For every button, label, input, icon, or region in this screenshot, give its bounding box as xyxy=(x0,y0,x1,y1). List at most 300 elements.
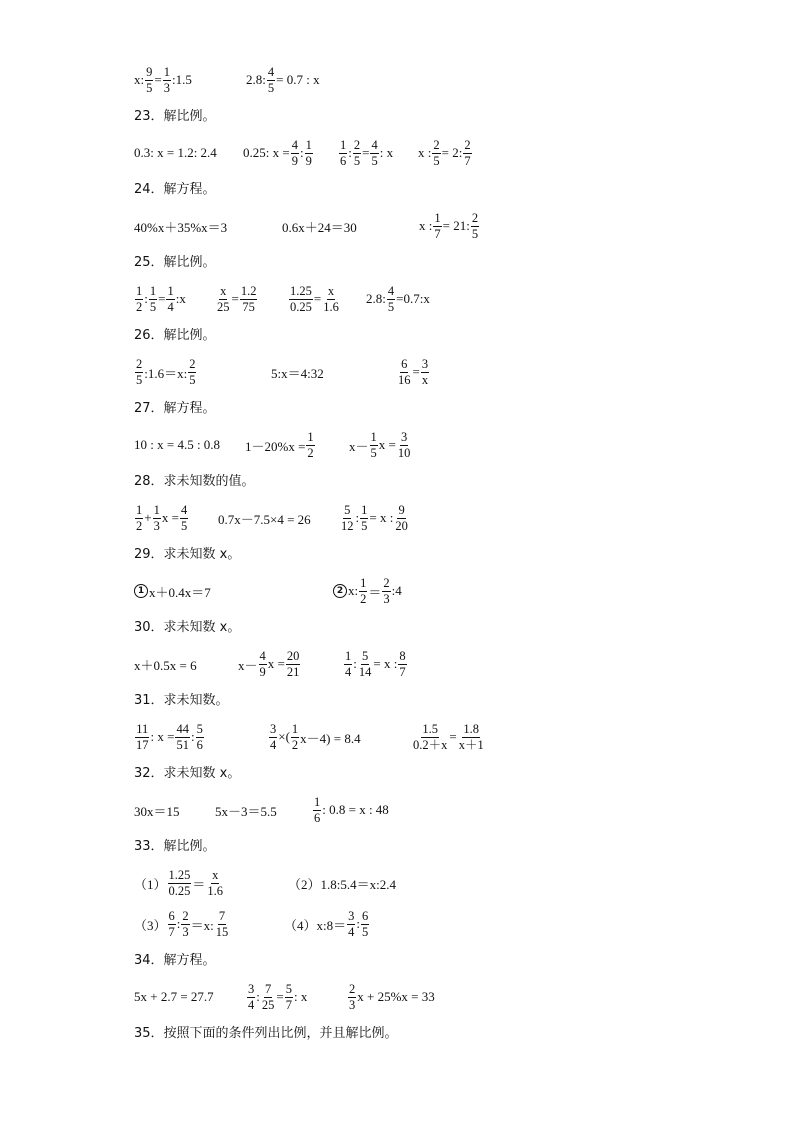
fraction-denominator: 2 xyxy=(291,737,299,752)
math-text: = xyxy=(154,72,162,87)
math-text: x－4) = 8.4 xyxy=(300,730,361,746)
fraction-denominator: 4 xyxy=(348,924,355,939)
question-22-tail xyxy=(0,58,794,102)
math-text: : xyxy=(144,291,148,306)
circled-number: 1 xyxy=(134,584,148,598)
fraction-denominator: 5 xyxy=(146,80,153,95)
fraction xyxy=(370,430,378,461)
fraction-numerator: 1 xyxy=(314,794,321,809)
fraction-denominator: 15 xyxy=(215,924,229,939)
math-text: 2.8: xyxy=(366,291,386,306)
equation xyxy=(243,131,314,175)
fraction-denominator: 0.2＋x xyxy=(413,737,448,752)
fraction xyxy=(433,211,441,242)
fraction xyxy=(353,138,361,169)
fraction-numerator: 1 xyxy=(149,283,157,298)
fraction-numerator: 1 xyxy=(291,721,299,736)
fraction-numerator: 1.8 xyxy=(463,721,480,736)
equation xyxy=(246,58,320,102)
fraction-denominator: 5 xyxy=(362,924,369,939)
math-text: 0.3: x = 1.2: 2.4 xyxy=(134,145,217,160)
equation xyxy=(366,277,430,321)
math-text: =0.7:x xyxy=(396,291,430,306)
equation xyxy=(411,715,486,759)
fraction xyxy=(247,982,255,1013)
fraction-numerator: 2 xyxy=(471,210,479,225)
fraction-denominator: 3 xyxy=(163,80,170,95)
math-text: : x = xyxy=(150,729,175,744)
math-text: x = xyxy=(378,437,396,452)
math-text: = x : xyxy=(369,510,394,525)
fraction xyxy=(135,722,150,753)
fraction-numerator: 1 xyxy=(136,283,143,298)
fraction xyxy=(181,909,189,940)
fraction-denominator: 12 xyxy=(341,518,354,533)
math-text: ＝x: xyxy=(190,917,214,933)
fraction xyxy=(359,576,367,607)
equation xyxy=(134,204,227,248)
fraction xyxy=(285,982,293,1013)
math-text: ＝ xyxy=(368,584,382,600)
fraction xyxy=(135,503,143,534)
fraction-numerator: 3 xyxy=(348,908,355,923)
fraction xyxy=(206,868,224,899)
question-32-equations xyxy=(0,788,794,832)
fraction-denominator: 4 xyxy=(270,737,277,752)
fraction-denominator: 17 xyxy=(136,737,149,752)
fraction xyxy=(394,503,409,534)
math-text: （4）x:8＝ xyxy=(284,917,347,933)
equation xyxy=(418,131,473,175)
math-text: 0.25: x = xyxy=(243,145,290,160)
fraction-numerator: 4 xyxy=(267,64,275,79)
question-25-title: 25．解比例。 xyxy=(134,255,216,270)
fraction xyxy=(397,357,412,388)
fraction-denominator: 2 xyxy=(136,518,143,533)
fraction-numerator: 1 xyxy=(340,137,347,152)
equation xyxy=(134,496,189,540)
math-text: ＝ xyxy=(192,876,206,892)
fraction-denominator: 5 xyxy=(267,80,275,95)
fraction-numerator: 1 xyxy=(167,283,174,298)
fraction xyxy=(412,722,448,753)
fraction-numerator: 1 xyxy=(361,502,368,517)
math-text: x＋0.5x = 6 xyxy=(134,657,197,673)
math-text: x－ xyxy=(349,438,369,454)
fraction-denominator: 5 xyxy=(136,372,143,387)
equation xyxy=(343,642,408,686)
math-text: : xyxy=(190,729,195,744)
math-text: = 0.7 : x xyxy=(276,72,320,87)
fraction xyxy=(269,722,277,753)
fraction-numerator: 1 xyxy=(345,648,352,663)
question-33-equations-a xyxy=(0,861,794,905)
question-27-title: 27．解方程。 xyxy=(134,401,216,416)
fraction-numerator: 5 xyxy=(196,721,203,736)
equation xyxy=(134,861,225,905)
math-text: = xyxy=(412,364,420,379)
fraction xyxy=(261,982,276,1013)
question-29-equations xyxy=(0,569,794,613)
fraction-numerator: 5 xyxy=(344,502,351,517)
fraction xyxy=(432,138,440,169)
math-text: （1） xyxy=(134,876,167,892)
fraction-denominator: 21 xyxy=(286,664,300,679)
fraction xyxy=(145,65,153,96)
math-text: （2）1.8:5.4＝x:2.4 xyxy=(288,876,396,892)
question-33-equations-b xyxy=(0,902,794,946)
fraction-numerator: 2 xyxy=(433,137,440,152)
fraction xyxy=(398,649,406,680)
fraction xyxy=(267,65,275,96)
question-24-title: 24．解方程。 xyxy=(134,182,216,197)
fraction-numerator: 2 xyxy=(353,137,361,152)
equation xyxy=(419,204,480,248)
equation xyxy=(312,788,389,832)
math-text: （3） xyxy=(134,917,167,933)
fraction-numerator: 7 xyxy=(218,908,226,923)
equation xyxy=(134,902,230,946)
fraction-numerator: 3 xyxy=(421,356,429,371)
fraction-numerator: 2 xyxy=(349,981,356,996)
math-text: + xyxy=(144,510,152,525)
fraction xyxy=(215,909,230,940)
fraction-denominator: 9 xyxy=(259,664,266,679)
math-text: : x xyxy=(379,145,394,160)
fraction xyxy=(196,722,204,753)
fraction-numerator: 4 xyxy=(180,502,188,517)
fraction-numerator: 1.25 xyxy=(168,867,191,882)
fraction-numerator: 7 xyxy=(265,981,272,996)
equation xyxy=(238,642,301,686)
math-text: 5x + 2.7 = 27.7 xyxy=(134,989,214,1004)
fraction xyxy=(240,284,258,315)
question-26-equations xyxy=(0,350,794,394)
fraction-numerator: 2 xyxy=(182,908,189,923)
math-text: 10 : x = 4.5 : 0.8 xyxy=(134,437,221,452)
fraction-denominator: 7 xyxy=(168,924,175,939)
fraction-denominator: 7 xyxy=(285,997,292,1012)
fraction xyxy=(322,284,340,315)
fraction-denominator: 25 xyxy=(217,299,230,314)
fraction-denominator: 2 xyxy=(307,445,314,460)
fraction-denominator: 4 xyxy=(248,997,255,1012)
fraction-numerator: 1 xyxy=(434,210,441,225)
fraction-denominator: 1.6 xyxy=(323,299,339,314)
fraction xyxy=(306,430,314,461)
question-25-equations xyxy=(0,277,794,321)
math-text: x: xyxy=(134,72,145,87)
math-text: :1.5 xyxy=(171,72,192,87)
math-text: x＋0.4x＝7 xyxy=(149,584,211,600)
math-text: ×( xyxy=(278,729,290,744)
fraction-denominator: 5 xyxy=(353,153,361,168)
math-text: x + 25%x = 33 xyxy=(357,989,435,1004)
fraction xyxy=(168,868,192,899)
question-28-equations xyxy=(0,496,794,540)
equation xyxy=(246,975,307,1019)
math-text: : xyxy=(348,145,352,160)
math-text: 0.6x＋24＝30 xyxy=(282,219,357,235)
fraction xyxy=(166,284,174,315)
question-30-equations xyxy=(0,642,794,686)
math-text: x: xyxy=(348,583,359,598)
fraction xyxy=(358,649,373,680)
question-33-title: 33．解比例。 xyxy=(134,839,216,854)
fraction xyxy=(344,649,352,680)
question-29-title: 29．求未知数 x。 xyxy=(134,547,241,562)
math-text: = xyxy=(449,729,457,744)
fraction-denominator: 7 xyxy=(434,226,441,241)
fraction-denominator: 51 xyxy=(176,737,189,752)
fraction-numerator: 44 xyxy=(176,721,189,736)
fraction xyxy=(370,138,378,169)
math-text: x = xyxy=(161,510,179,525)
fraction-denominator: 2 xyxy=(136,299,143,314)
math-text: 5:x＝4:32 xyxy=(271,365,324,381)
fraction-denominator: 4 xyxy=(345,664,352,679)
fraction-numerator: 5 xyxy=(285,981,292,996)
fraction-denominator: 1.6 xyxy=(207,883,224,898)
equation xyxy=(268,715,361,759)
fraction-numerator: 6 xyxy=(362,908,369,923)
fraction-numerator: 1 xyxy=(153,502,160,517)
fraction-denominator: 5 xyxy=(371,153,378,168)
fraction-numerator: 8 xyxy=(399,648,406,663)
equation xyxy=(134,423,220,467)
fraction-numerator: x xyxy=(220,283,227,298)
question-35-title: 35．按照下面的条件列出比例，并且解比例。 xyxy=(134,1026,398,1041)
question-28-title: 28．求未知数的值。 xyxy=(134,474,255,489)
fraction xyxy=(168,909,176,940)
fraction xyxy=(175,722,190,753)
fraction-denominator: 6 xyxy=(340,153,347,168)
math-text: = xyxy=(276,989,284,1004)
question-24-equations xyxy=(0,204,794,248)
question-23-equations xyxy=(0,131,794,175)
equation xyxy=(282,204,357,248)
fraction-numerator: 1 xyxy=(136,502,143,517)
question-27-equations xyxy=(0,423,794,467)
math-text: : xyxy=(355,510,360,525)
fraction xyxy=(463,138,471,169)
math-text: 40%x＋35%x＝3 xyxy=(134,219,228,235)
fraction-denominator: 3 xyxy=(349,997,356,1012)
fraction-numerator: 6 xyxy=(168,908,175,923)
fraction xyxy=(289,284,313,315)
fraction-denominator: 2 xyxy=(360,591,367,606)
fraction xyxy=(259,649,267,680)
fraction xyxy=(340,503,355,534)
fraction xyxy=(291,138,299,169)
fraction-denominator: x＋1 xyxy=(458,737,484,752)
question-31-equations xyxy=(0,715,794,759)
math-text: :4 xyxy=(391,583,402,598)
fraction-denominator: 75 xyxy=(242,299,255,314)
fraction-numerator: 4 xyxy=(291,137,298,152)
equation xyxy=(338,131,393,175)
fraction-denominator: 5 xyxy=(180,518,188,533)
fraction-numerator: 4 xyxy=(259,648,266,663)
math-text: : xyxy=(356,916,360,931)
fraction-numerator: 1 xyxy=(370,429,377,444)
equation xyxy=(396,350,430,394)
fraction-numerator: x xyxy=(212,867,219,882)
fraction xyxy=(286,649,301,680)
fraction-denominator: 4 xyxy=(167,299,174,314)
fraction-denominator: 7 xyxy=(399,664,406,679)
question-31-title: 31．求未知数。 xyxy=(134,693,229,708)
fraction-denominator: 6 xyxy=(314,810,321,825)
fraction xyxy=(382,576,390,607)
fraction xyxy=(216,284,231,315)
math-text: x : xyxy=(418,145,432,160)
question-26-title: 26．解比例。 xyxy=(134,328,216,343)
fraction-denominator: 3 xyxy=(383,591,390,606)
math-text: x = xyxy=(267,656,285,671)
question-34-equations xyxy=(0,975,794,1019)
math-text: : xyxy=(176,916,181,931)
fraction xyxy=(163,65,171,96)
fraction-denominator: 14 xyxy=(358,664,372,679)
fraction-numerator: 4 xyxy=(387,283,395,298)
fraction-numerator: 3 xyxy=(400,429,408,444)
math-text: :1.6＝x: xyxy=(144,365,188,381)
math-text: = xyxy=(158,291,166,306)
fraction-numerator: 3 xyxy=(248,981,255,996)
fraction-numerator: 3 xyxy=(270,721,277,736)
equation xyxy=(134,131,217,175)
fraction-denominator: 5 xyxy=(361,518,368,533)
fraction-denominator: 3 xyxy=(182,924,189,939)
fraction xyxy=(135,357,143,388)
fraction-denominator: 5 xyxy=(387,299,395,314)
math-text: : xyxy=(256,989,260,1004)
fraction xyxy=(180,503,188,534)
fraction-denominator: 5 xyxy=(370,445,377,460)
equation xyxy=(134,350,197,394)
fraction xyxy=(360,503,368,534)
fraction-denominator: 5 xyxy=(471,226,479,241)
equation xyxy=(333,569,402,613)
fraction xyxy=(347,909,355,940)
fraction-denominator: x xyxy=(421,372,429,387)
fraction xyxy=(153,503,161,534)
fraction-denominator: 9 xyxy=(305,153,312,168)
fraction xyxy=(361,909,369,940)
fraction-denominator: 6 xyxy=(196,737,203,752)
math-text: 5x－3＝5.5 xyxy=(215,803,277,819)
fraction-numerator: 1.25 xyxy=(290,283,312,298)
fraction-numerator: 1 xyxy=(360,575,367,590)
equation xyxy=(134,975,214,1019)
fraction xyxy=(397,430,412,461)
math-text: 1－20%x = xyxy=(245,438,306,454)
equation xyxy=(271,350,324,394)
equation xyxy=(215,277,258,321)
fraction-numerator: 9 xyxy=(146,64,153,79)
fraction xyxy=(305,138,313,169)
fraction-numerator: 6 xyxy=(401,356,408,371)
fraction-denominator: 0.25 xyxy=(290,299,312,314)
fraction-numerator: 2 xyxy=(189,356,196,371)
equation xyxy=(218,496,311,540)
fraction-numerator: 2 xyxy=(383,575,390,590)
math-text: : xyxy=(299,145,304,160)
equation xyxy=(134,58,192,102)
math-text: x : xyxy=(419,218,433,233)
fraction-numerator: 11 xyxy=(136,721,149,736)
equation xyxy=(288,277,341,321)
question-32-title: 32．求未知数 x。 xyxy=(134,766,241,781)
math-text: x－ xyxy=(238,657,258,673)
fraction-numerator: 1.2 xyxy=(240,283,257,298)
fraction-numerator: x xyxy=(327,283,335,298)
equation xyxy=(349,423,412,467)
math-text: 2.8: xyxy=(246,72,266,87)
fraction xyxy=(313,795,321,826)
question-23-title: 23．解比例。 xyxy=(134,109,216,124)
fraction-denominator: 5 xyxy=(433,153,440,168)
equation xyxy=(134,715,205,759)
equation xyxy=(134,277,186,321)
fraction xyxy=(421,357,429,388)
fraction-denominator: 16 xyxy=(398,372,411,387)
fraction-numerator: 2 xyxy=(464,137,471,152)
fraction-numerator: 20 xyxy=(286,648,300,663)
equation xyxy=(245,423,316,467)
fraction xyxy=(149,284,157,315)
fraction xyxy=(387,284,395,315)
fraction-denominator: 5 xyxy=(189,372,196,387)
fraction-numerator: 9 xyxy=(398,502,405,517)
math-text: = 2: xyxy=(441,145,463,160)
math-text: 0.7x－7.5×4 = 26 xyxy=(218,511,311,527)
equation xyxy=(288,861,396,905)
fraction-denominator: 10 xyxy=(397,445,411,460)
fraction xyxy=(471,211,479,242)
math-text: = x : xyxy=(373,656,398,671)
math-text: = 21: xyxy=(442,218,470,233)
question-34-title: 34．解方程。 xyxy=(134,953,216,968)
fraction xyxy=(188,357,196,388)
fraction-denominator: 7 xyxy=(464,153,471,168)
fraction-denominator: 9 xyxy=(291,153,298,168)
equation xyxy=(284,902,370,946)
math-text: : x xyxy=(293,989,308,1004)
math-text: = xyxy=(231,291,239,306)
fraction xyxy=(458,722,485,753)
fraction xyxy=(339,138,347,169)
fraction-numerator: 1.5 xyxy=(422,721,438,736)
equation xyxy=(347,975,435,1019)
fraction-denominator: 5 xyxy=(149,299,157,314)
fraction-denominator: 3 xyxy=(153,518,160,533)
fraction xyxy=(348,982,356,1013)
fraction-numerator: 1 xyxy=(163,64,170,79)
circled-number: 2 xyxy=(333,584,347,598)
math-text: = xyxy=(362,145,370,160)
fraction xyxy=(135,284,143,315)
math-text: : 0.8 = x : 48 xyxy=(322,802,389,817)
fraction-numerator: 4 xyxy=(371,137,378,152)
fraction-numerator: 1 xyxy=(307,429,314,444)
math-text: : xyxy=(353,656,357,671)
fraction-numerator: 1 xyxy=(305,137,312,152)
math-text: 30x＝15 xyxy=(134,803,180,819)
fraction-denominator: 20 xyxy=(395,518,408,533)
fraction-numerator: 5 xyxy=(362,648,369,663)
